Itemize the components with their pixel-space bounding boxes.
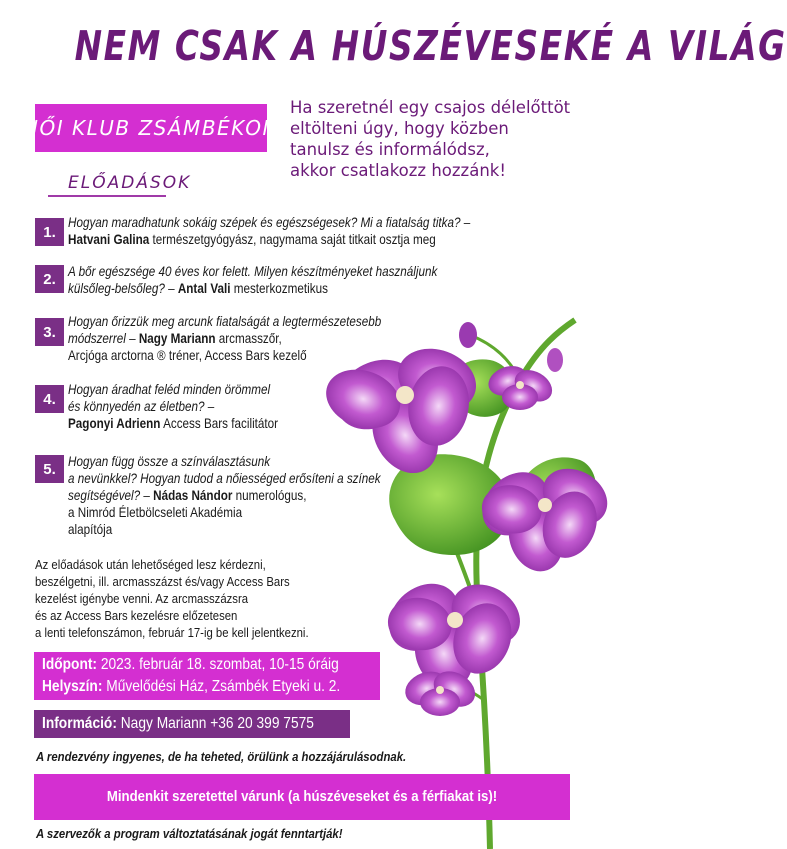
section-title: ELŐADÁSOK xyxy=(68,173,192,193)
lecture-number: 5. xyxy=(35,455,64,483)
lecture-question: segítségével? – xyxy=(68,488,150,503)
lecture-speaker: Pagonyi Adrienn xyxy=(68,416,161,431)
lecture-role: mesterkozmetikus xyxy=(230,281,328,296)
lecture-item xyxy=(68,214,470,248)
lecture-speaker: Hatvani Galina xyxy=(68,232,150,247)
contact-label: Információ: xyxy=(42,715,117,732)
intro-text xyxy=(290,97,590,181)
page-title: NEM CSAK A HÚSZÉVESEKÉ A VILÁG xyxy=(74,22,787,70)
lecture-role: természetgyógyász, nagymama saját titkait osztja meg xyxy=(149,232,436,247)
lecture-role: Access Bars facilitátor xyxy=(160,416,279,431)
event-time xyxy=(42,656,339,674)
note-line: Az előadások után lehetőséged lesz kérdezni, xyxy=(35,557,266,572)
lecture-item xyxy=(68,313,381,364)
lecture-question: külsőleg-belsőleg? – xyxy=(68,281,175,296)
lecture-role: a Nimród Életbölcseleti Akadémia xyxy=(68,505,243,520)
lecture-role: numerológus, xyxy=(232,488,307,503)
note-line: beszélgetni, ill. arcmasszázst és/vagy Access Bars xyxy=(35,574,290,589)
lecture-question: Hogyan maradhatunk sokáig szépek és egészségesek? Mi a fiatalság titka? – xyxy=(68,215,471,230)
lecture-question: Hogyan őrizzük meg arcunk fiatalságát a legtermészetesebb xyxy=(68,314,382,329)
event-place xyxy=(42,678,340,696)
section-title-underline xyxy=(48,195,166,197)
lecture-role: Arcjóga arctorna ® tréner, Access Bars kezelő xyxy=(68,348,307,363)
lecture-number: 2. xyxy=(35,265,64,293)
welcome-text: Mindenkit szeretettel várunk (a húszéveseket és a férfiakat is)! xyxy=(106,788,498,805)
note-line: a lenti telefonszámon, február 17-ig be kell jelentkezni. xyxy=(35,625,309,640)
lecture-speaker: Nádas Nándor xyxy=(153,488,233,503)
intro-line: eltölteni úgy, hogy közben xyxy=(290,119,509,138)
rights-note: A szervezők a program változtatásának jogát fenntartják! xyxy=(36,826,343,841)
lecture-question: Hogyan függ össze a színválasztásunk xyxy=(68,454,271,469)
time-value: 2023. február 18. szombat, 10-15 óráig xyxy=(97,656,339,673)
intro-line: akkor csatlakozz hozzánk! xyxy=(290,161,506,180)
place-label: Helyszín: xyxy=(42,678,103,695)
lecture-question: Hogyan áradhat feléd minden örömmel xyxy=(68,382,271,397)
registration-note xyxy=(35,556,309,641)
free-entry-note: A rendezvény ingyenes, de ha teheted, örülünk a hozzájárulásodnak. xyxy=(36,749,407,764)
lecture-speaker: Antal Vali xyxy=(177,281,231,296)
club-banner xyxy=(23,104,279,152)
lecture-question: a nevünkkel? Hogyan tudod a nőiességed erősíteni a színek xyxy=(68,471,381,486)
contact-value: Nagy Mariann +36 20 399 7575 xyxy=(116,715,314,732)
intro-line: tanulsz és informálódsz, xyxy=(290,140,490,159)
lecture-number: 4. xyxy=(35,385,64,413)
note-line: kezelést igénybe venni. Az arcmasszázsra xyxy=(35,591,249,606)
lecture-question: és könnyedén az életben? – xyxy=(68,399,215,414)
place-value: Művelődési Ház, Zsámbék Etyeki u. 2. xyxy=(102,678,341,695)
lecture-role: arcmasszőr, xyxy=(215,331,282,346)
time-label: Időpont: xyxy=(42,656,98,673)
club-banner-label: NŐI KLUB ZSÁMBÉKON xyxy=(23,116,279,140)
lecture-item xyxy=(68,453,381,538)
lecture-speaker: Nagy Mariann xyxy=(138,331,216,346)
lecture-question: módszerrel – xyxy=(68,331,136,346)
note-line: és az Access Bars kezelésre előzetesen xyxy=(35,608,238,623)
lecture-role: alapítója xyxy=(68,522,113,537)
intro-line: Ha szeretnél egy csajos délelőttöt xyxy=(290,98,571,117)
lecture-item xyxy=(68,381,278,432)
contact-info xyxy=(42,715,314,733)
lecture-item xyxy=(68,263,437,297)
lecture-number: 1. xyxy=(35,218,64,246)
lecture-question: A bőr egészsége 40 éves kor felett. Milyen készítményeket használjunk xyxy=(68,264,438,279)
lecture-number: 3. xyxy=(35,318,64,346)
